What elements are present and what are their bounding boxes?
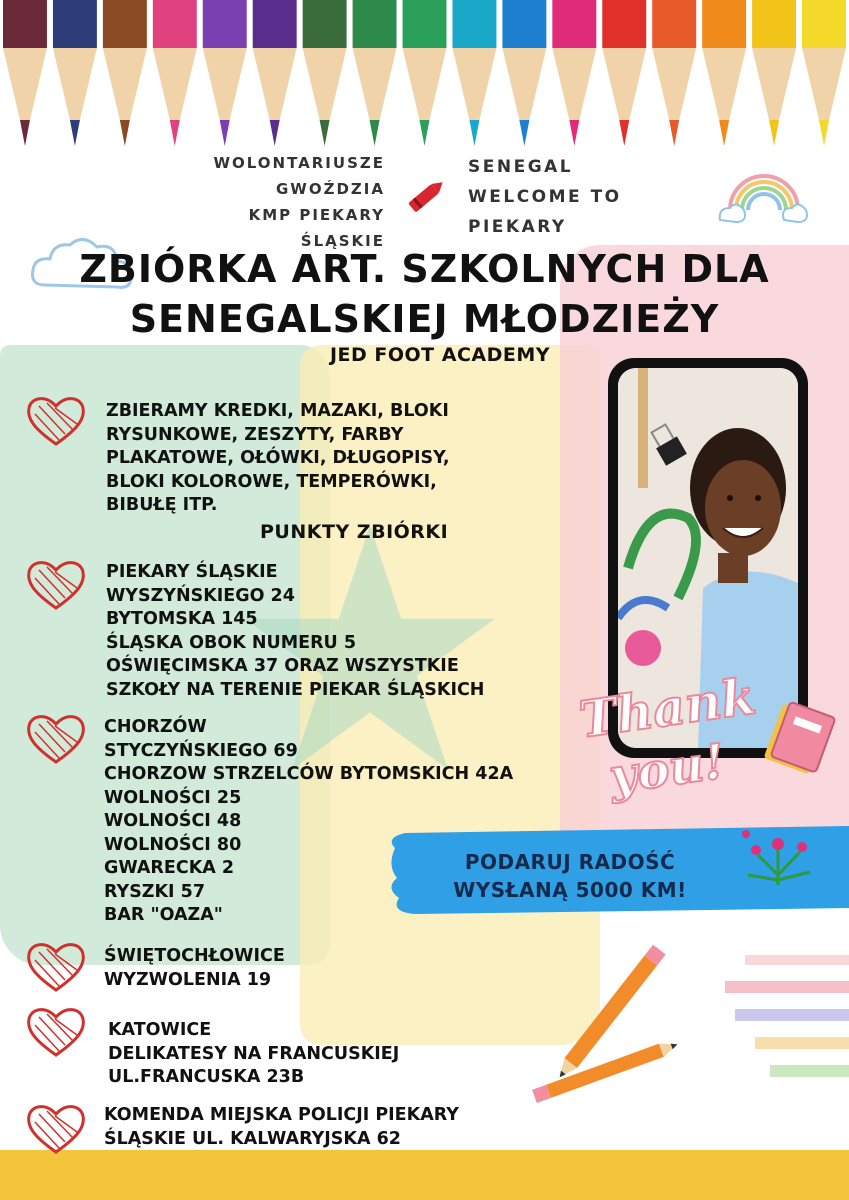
heart-icon (25, 558, 87, 612)
bottom-yellow-stroke (0, 1150, 849, 1200)
pencil (403, 0, 447, 146)
pencil (502, 0, 546, 146)
list-item: ŚLĄSKA OBOK NUMERU 5 (106, 632, 357, 653)
pencil (452, 0, 496, 146)
list-item: PIEKARY ŚLĄSKIE (106, 562, 278, 582)
list-item: ZBIERAMY KREDKI, MAZAKI, BLOKI (106, 401, 449, 421)
pencil (652, 0, 696, 146)
subtitle: JED FOOT ACADEMY (329, 344, 551, 366)
pencil (153, 0, 197, 146)
volunteers-credit (165, 150, 385, 254)
location-piekary (106, 561, 484, 702)
pencil (602, 0, 646, 146)
heart-icon (25, 1102, 87, 1156)
list-item: GWARECKA 2 (104, 858, 235, 878)
list-item: BLOKI KOLOROWE, TEMPERÓWKI, (106, 471, 437, 492)
list-item: KATOWICE (108, 1020, 212, 1040)
list-item: BAR "OAZA" (104, 905, 223, 925)
thank-you-line: Thank (575, 666, 760, 750)
collection-points-heading: PUNKTY ZBIÓRKI (260, 521, 449, 543)
pencil (752, 0, 796, 146)
credit-line: WOLONTARIUSZE (213, 154, 385, 172)
list-item: DELIKATESY NA FRANCUSKIEJ (108, 1043, 400, 1064)
list-item: OŚWIĘCIMSKA 37 ORAZ WSZYSTKIE (106, 656, 459, 676)
thank-you-lettering (570, 655, 770, 815)
main-title (0, 244, 849, 344)
pencil (303, 0, 347, 146)
pencils-illustration (520, 940, 700, 1110)
list-item: ŚWIĘTOCHŁOWICE (104, 946, 285, 966)
slogan-line: WYSŁANĄ 5000 KM! (453, 878, 687, 902)
pencil (253, 0, 297, 146)
list-item: WOLNOŚCI 48 (104, 811, 242, 831)
list-item: BIBUŁĘ ITP. (106, 495, 218, 515)
credit-line: GWOŹDZIA (275, 180, 385, 198)
pencil (552, 0, 596, 146)
crayon-icon (400, 175, 450, 220)
pencil (702, 0, 746, 146)
title-line: SENEGALSKIEJ MŁODZIEŻY (129, 297, 720, 341)
list-item: RYSZKI 57 (104, 881, 206, 902)
pastel-brush-strokes (715, 955, 849, 1100)
gift-joy-slogan (420, 848, 720, 904)
pencil (203, 0, 247, 146)
location-katowice (108, 1019, 399, 1090)
list-item: RYSUNKOWE, ZESZYTY, FARBY (106, 424, 404, 445)
credit-line: KMP PIEKARY ŚLĄSKIE (248, 206, 385, 250)
welcome-line: PIEKARY (468, 217, 567, 237)
list-item: STYCZYŃSKIEGO 69 (104, 740, 298, 761)
list-item: WOLNOŚCI 80 (104, 834, 242, 855)
pencil (103, 0, 147, 146)
heart-icon (25, 712, 87, 766)
pencil (353, 0, 397, 146)
list-item: WYZWOLENIA 19 (104, 969, 272, 990)
binder-clip-icon (648, 420, 688, 470)
pencil (53, 0, 97, 146)
slogan-line: PODARUJ RADOŚĆ (464, 850, 676, 874)
list-item: WYSZYŃSKIEGO 24 (106, 585, 295, 606)
list-item: CHORZOW STRZELCÓW BYTOMSKICH 42A (104, 764, 514, 784)
flowers-icon (738, 820, 818, 890)
list-item: ŚLĄSKIE UL. KALWARYJSKA 62 (104, 1128, 401, 1149)
location-swietochlowice (104, 945, 285, 992)
welcome-line: SENEGAL (468, 157, 574, 177)
location-komenda (104, 1104, 459, 1151)
list-item: PLAKATOWE, OŁÓWKI, DŁUGOPISY, (106, 448, 450, 468)
list-item: BYTOMSKA 145 (106, 609, 258, 629)
colored-pencils-decoration (0, 0, 849, 150)
list-item: UL.FRANCUSKA 23B (108, 1067, 305, 1087)
notebook-icon (762, 700, 842, 780)
list-item: KOMENDA MIEJSKA POLICJI PIEKARY (104, 1105, 459, 1125)
heart-icon (25, 1005, 87, 1059)
pencil (802, 0, 846, 146)
title-line: ZBIÓRKA ART. SZKOLNYCH DLA (79, 247, 770, 291)
pencil (3, 0, 47, 146)
list-item: SZKOŁY NA TERENIE PIEKAR ŚLĄSKICH (106, 679, 485, 700)
collected-items-list (106, 400, 450, 518)
list-item: CHORZÓW (104, 717, 207, 737)
heart-icon (25, 940, 87, 994)
list-item: WOLNOŚCI 25 (104, 787, 242, 808)
rainbow-icon (718, 160, 810, 230)
thank-you-line: you! (605, 733, 729, 806)
heart-icon (25, 394, 87, 448)
senegal-welcome (468, 152, 668, 242)
welcome-line: WELCOME TO (468, 187, 622, 207)
